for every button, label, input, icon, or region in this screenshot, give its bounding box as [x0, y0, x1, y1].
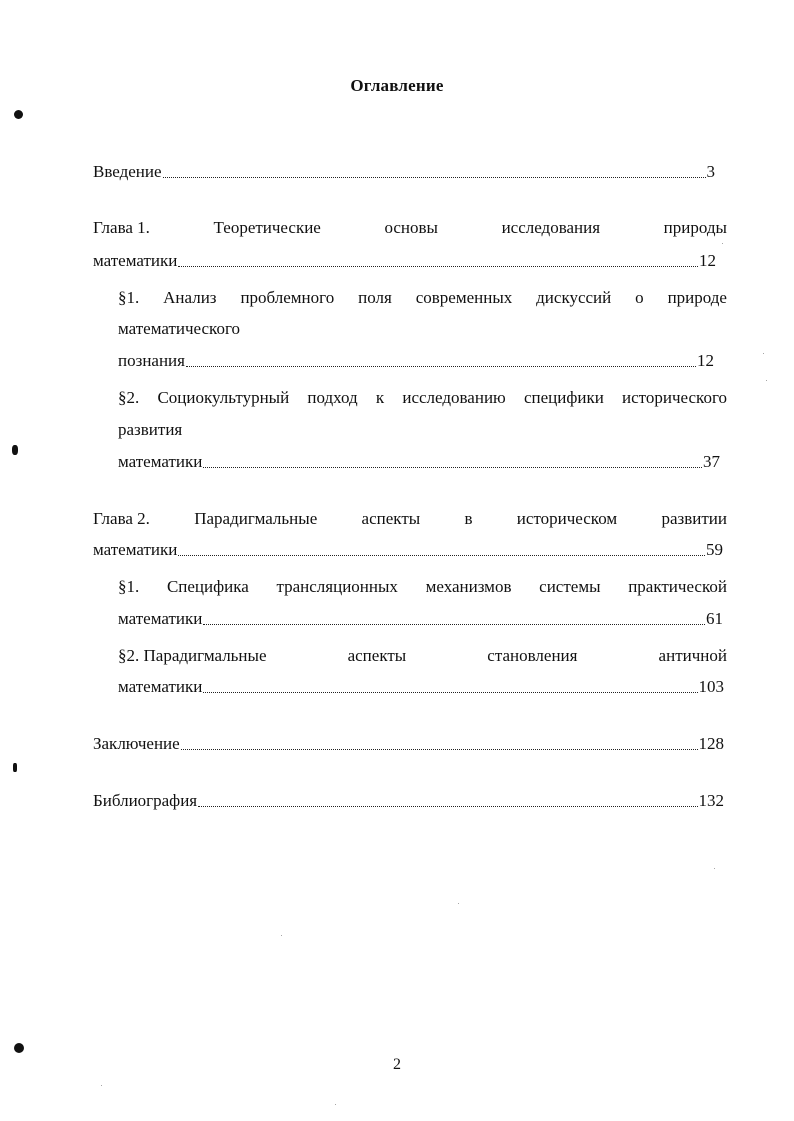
toc-section-1-1-line2: математического — [118, 319, 241, 338]
toc-label: математики — [118, 609, 203, 628]
word: Глава 1. — [93, 218, 150, 237]
word: Анализ — [163, 288, 217, 307]
word: Специфика — [166, 577, 249, 596]
dot-leader — [178, 554, 705, 556]
scan-speck — [766, 380, 767, 381]
toc-entry-section-1-2[interactable] — [118, 451, 720, 473]
scan-hole-mark — [13, 763, 17, 772]
dot-leader — [203, 623, 705, 625]
toc-page: 128 — [698, 734, 724, 753]
dot-leader — [178, 265, 698, 267]
word: проблемного — [240, 288, 335, 307]
scan-speck — [101, 1085, 102, 1086]
word: природе — [667, 288, 727, 307]
dot-leader — [186, 365, 696, 367]
word: основы — [384, 218, 438, 237]
word: становления — [487, 646, 578, 665]
word: дискуссий — [536, 288, 612, 307]
dot-leader — [203, 466, 702, 468]
scan-speck — [458, 903, 459, 904]
toc-label: математики — [118, 677, 203, 696]
word: §2. Парадигмальные — [118, 646, 267, 665]
toc-label: математики — [93, 540, 178, 559]
word: §1. — [118, 577, 140, 596]
toc-entry-conclusion[interactable] — [93, 733, 724, 755]
toc-chapter-1-heading — [93, 217, 727, 239]
word: Парадигмальные — [194, 509, 318, 528]
word: трансляционных — [276, 577, 398, 596]
toc-section-2-1-heading — [118, 576, 727, 598]
toc-page: 59 — [706, 540, 723, 559]
toc-page: 61 — [706, 609, 723, 628]
toc-entry-bibliography[interactable] — [93, 790, 724, 812]
word: Глава 2. — [93, 509, 150, 528]
toc-chapter-2-heading — [93, 508, 727, 530]
word: современных — [415, 288, 513, 307]
toc-page: 12 — [697, 351, 714, 370]
word: §1. — [118, 288, 140, 307]
scan-hole-mark — [14, 1043, 24, 1053]
toc-section-1-2-line2: развития — [118, 420, 183, 439]
toc-page: 37 — [703, 452, 720, 471]
toc-label: Введение — [93, 162, 162, 181]
toc-label: математики — [93, 251, 178, 270]
toc-entry-section-2-1[interactable] — [118, 608, 723, 630]
toc-page: 132 — [698, 791, 724, 810]
dot-leader — [203, 691, 697, 693]
scan-speck — [763, 353, 764, 354]
word: аспекты — [361, 509, 421, 528]
word: механизмов — [425, 577, 512, 596]
toc-label: математики — [118, 452, 203, 471]
word: поля — [358, 288, 392, 307]
scan-speck — [722, 243, 723, 244]
scan-hole-mark — [12, 445, 18, 455]
word: системы — [539, 577, 601, 596]
page-number: 2 — [393, 1056, 401, 1073]
toc-entry-section-1-1[interactable] — [118, 350, 714, 372]
toc-entry-chapter-2[interactable] — [93, 539, 723, 561]
toc-entry-intro[interactable] — [93, 161, 715, 183]
scan-speck — [335, 1104, 336, 1105]
dot-leader — [181, 748, 698, 750]
toc-page: 3 — [706, 162, 715, 181]
toc-section-1-2-heading: §2. Социокультурный подход к исследованию специфики исторического — [118, 388, 727, 407]
word: практической — [628, 577, 727, 596]
dot-leader — [198, 805, 697, 807]
word: историческом — [516, 509, 618, 528]
word: о — [635, 288, 644, 307]
word: развитии — [661, 509, 727, 528]
word: античной — [658, 646, 727, 665]
toc-entry-chapter-1[interactable] — [93, 250, 716, 272]
toc-entry-section-2-2[interactable] — [118, 676, 724, 698]
toc-section-2-2-heading — [118, 645, 727, 667]
word: аспекты — [347, 646, 407, 665]
page-title: Оглавление — [350, 76, 444, 95]
toc-label: Заключение — [93, 734, 180, 753]
word: природы — [663, 218, 727, 237]
toc-page: 12 — [699, 251, 716, 270]
scan-speck — [281, 935, 282, 936]
scan-hole-mark — [14, 110, 23, 119]
toc-section-1-1-heading — [118, 287, 727, 309]
word: Теоретические — [213, 218, 321, 237]
scan-speck — [714, 868, 715, 869]
word: исследования — [501, 218, 601, 237]
toc-label: Библиография — [93, 791, 198, 810]
toc-page: 103 — [698, 677, 724, 696]
toc-label: познания — [118, 351, 185, 370]
word: в — [464, 509, 473, 528]
dot-leader — [163, 176, 706, 178]
